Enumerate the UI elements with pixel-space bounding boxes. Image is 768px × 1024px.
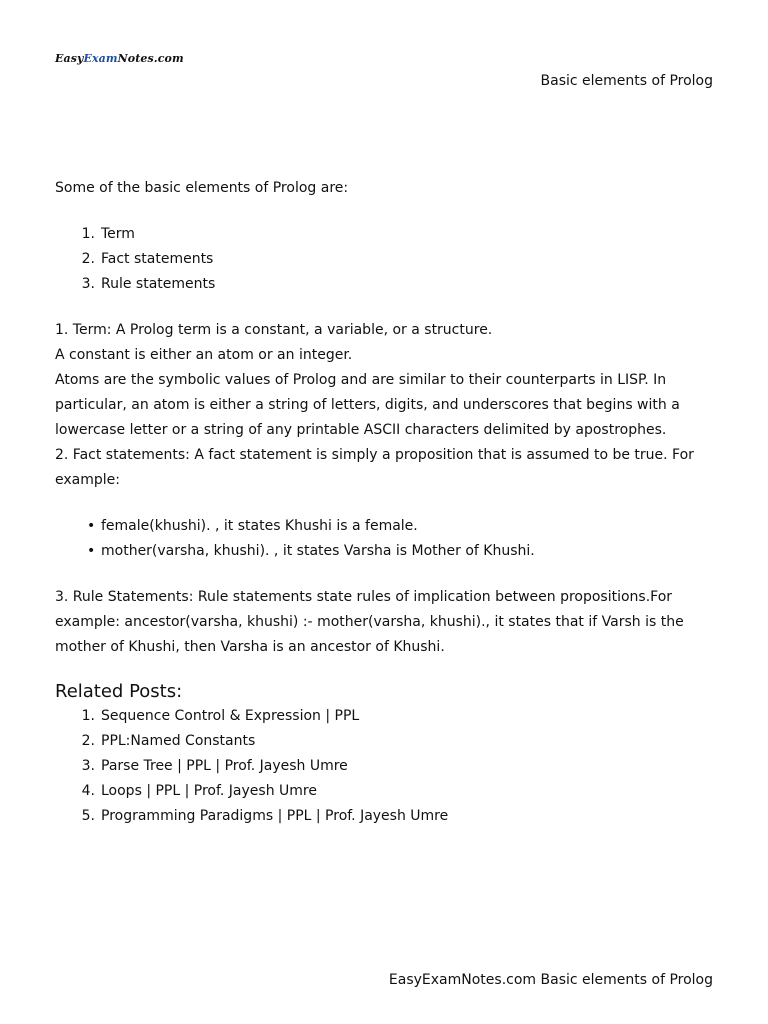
related-post-link[interactable]: 5. Programming Paradigms | PPL | Prof. Jayesh Umre — [81, 808, 449, 824]
fact-definition: 2. Fact statements: A fact statement is simply a proposition that is assumed to be true. For example: — [55, 447, 694, 488]
logo-exam: Exam — [83, 52, 118, 65]
atom-definition: Atoms are the symbolic values of Prolog and are similar to their counterparts in LISP. In particular, an atom is either a string of letters, digits, and underscores that begins with a lowercase letter or a string of any printable ASCII characters delimited by apostrophes. — [55, 372, 680, 438]
intro-text: Some of the basic elements of Prolog are: — [55, 180, 349, 196]
logo-easy: Easy — [55, 52, 84, 65]
page-footer: EasyExamNotes.com Basic elements of Prolog — [388, 972, 713, 988]
related-posts-list — [55, 704, 695, 829]
list-item: • mother(varsha, khushi). , it states Varsha is Mother of Khushi. — [55, 539, 695, 564]
elements-list — [55, 222, 695, 297]
related-post-link[interactable]: 3. Parse Tree | PPL | Prof. Jayesh Umre — [81, 758, 348, 774]
list-item: 3. Rule statements — [81, 276, 216, 292]
constant-definition: A constant is either an atom or an integer. — [55, 347, 353, 363]
logo-notes: Notes.com — [117, 52, 184, 65]
page-header-title: Basic elements of Prolog — [540, 73, 713, 89]
rule-definition: 3. Rule Statements: Rule statements state rules of implication between propositions.For example: ancestor(varsha, khushi) :- mother(varsha, khushi)., it states that if Varsh is the mother of Khushi, then Varsha is an ancestor of Khushi. — [55, 589, 684, 655]
list-item: • female(khushi). , it states Khushi is a female. — [55, 514, 695, 539]
article-body — [55, 176, 695, 829]
site-logo[interactable] — [55, 52, 184, 65]
related-posts-heading: Related Posts: — [55, 681, 183, 702]
bullet-icon: • — [87, 518, 96, 534]
related-post-link[interactable]: 2. PPL:Named Constants — [81, 733, 256, 749]
term-definition: 1. Term: A Prolog term is a constant, a variable, or a structure. — [55, 322, 493, 338]
bullet-icon: • — [87, 543, 96, 559]
related-post-link[interactable]: 4. Loops | PPL | Prof. Jayesh Umre — [81, 783, 317, 799]
fact-examples-list — [55, 514, 695, 564]
list-item: 1. Term — [81, 226, 135, 242]
list-item: 2. Fact statements — [81, 251, 214, 267]
related-post-link[interactable]: 1. Sequence Control & Expression | PPL — [81, 708, 360, 724]
